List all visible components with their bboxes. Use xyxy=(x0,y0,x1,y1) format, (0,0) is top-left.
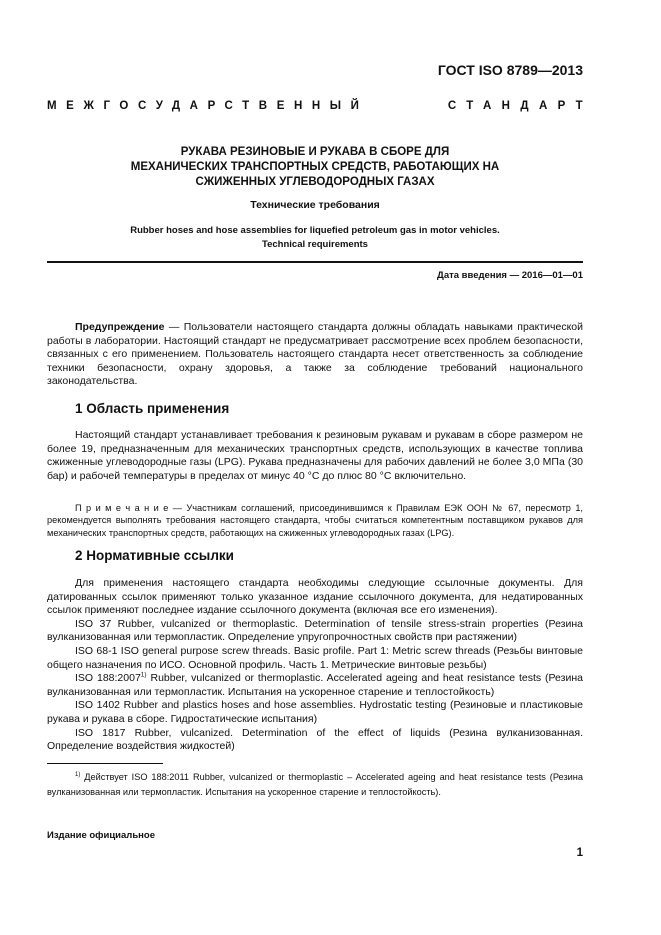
section-1-heading: 1 Область применения xyxy=(75,401,230,416)
reference-code: ISO 188:2007 xyxy=(75,672,141,685)
references-intro: Для применения настоящего стандарта необходимы следующие ссылочные документы. Для датированных ссылок применяют только указанное издание ссылочного документа, для недатированных ссылок применяют последнее издание ссылочного документа (включая все его изменения). xyxy=(47,577,583,617)
reference-item: ISO 1817 Rubber, vulcanized. Determination of the effect of liquids (Резина вулканизованная. Определение воздействия жидкостей) xyxy=(47,726,583,753)
title-line-2: МЕХАНИЧЕСКИХ ТРАНСПОРТНЫХ СРЕДСТВ, РАБОТАЮЩИХ НА xyxy=(130,161,500,173)
introduction-date: Дата введения — 2016—01—01 xyxy=(437,270,583,281)
standard-type-word-2: СТАНДАРТ xyxy=(447,100,593,112)
footnote-text: Действует ISO 188:2011 Rubber, vulcanized or thermoplastic – Accelerated ageing and heat resistance tests (Резина вулканизованная или термопластик. Испытания на ускоренное старение и теплостойкость). xyxy=(47,772,583,797)
page-number: 1 xyxy=(576,847,583,859)
normative-references xyxy=(47,577,583,754)
footnote-mark[interactable]: 1) xyxy=(140,671,147,679)
english-title xyxy=(47,224,583,252)
edition-label: Издание официальное xyxy=(47,830,155,841)
reference-item xyxy=(47,672,583,699)
title-divider xyxy=(47,261,583,263)
section-2-heading: 2 Нормативные ссылки xyxy=(75,548,234,563)
scope-paragraph: Настоящий стандарт устанавливает требования к резиновым рукавам и рукавам в сборе размером не более 19, предназначенным для механических транспортных средств, использующих в качестве топлива сжиженные углеводородные газы (LPG). Рукава предназначены для рабочих давлений не более 3,0 МПа (30 бар) и рабочей температуры в пределах от минус 40 °C до плюс 80 °C включительно. xyxy=(47,429,583,482)
reference-item: ISO 37 Rubber, vulcanized or thermoplastic. Determination of tensile stress-strain properties (Резина вулканизованная или термопластик. Определение упругопрочностных свойств при растяжении) xyxy=(47,617,583,644)
standard-type-heading xyxy=(47,100,593,112)
warning-text: — Пользователи настоящего стандарта должны обладать навыками практической работы в лаборатории. Настоящий стандарт не предусматривает рассмотрение всех проблем безопасности, связанных с его применением. Пользователь настоящего стандарта несет ответственность за соблюдение техники безопасности, охрану здоровья, а также за соблюдение требований национального законодательства. xyxy=(47,321,583,388)
english-title-line-2: Technical requirements xyxy=(262,239,368,250)
footnote-divider xyxy=(47,763,163,764)
document-subtitle: Технические требования xyxy=(250,199,380,211)
warning-paragraph xyxy=(47,321,583,389)
reference-text: Rubber, vulcanized or thermoplastic. Accelerated ageing and heat resistance tests (Резина вулканизованная или термопластик. Испытания на ускоренное старение и теплостойкость) xyxy=(47,672,583,698)
english-title-line-1: Rubber hoses and hose assemblies for liquefied petroleum gas in motor vehicles. xyxy=(130,225,500,236)
reference-item: ISO 68-1 ISO general purpose screw threads. Basic profile. Part 1: Metric screw threads (Резьбы винтовые общего назначения по ИСО. Основной профиль. Часть 1. Метрические винтовые резьбы) xyxy=(47,644,583,671)
reference-item: ISO 1402 Rubber and plastics hoses and hose assemblies. Hydrostatic testing (Резиновые и пластиковые рукава и рукава в сборе. Гидростатические испытания) xyxy=(47,699,583,725)
document-title xyxy=(47,145,583,190)
title-line-1: РУКАВА РЕЗИНОВЫЕ И РУКАВА В СБОРЕ ДЛЯ xyxy=(180,146,450,158)
note-text: — Участникам соглашений, присоединившимся к Правилам ЕЭК ООН № 67, пересмотр 1, рекомендуется выполнять требования настоящего стандарта, чтобы считаться компетентным поставщиком рукавов для механических транспортных средств, работающих на сжиженных углеводородных газах (LPG). xyxy=(47,503,583,538)
standard-type-word-1: МЕЖГОСУДАРСТВЕННЫЙ xyxy=(47,100,369,112)
title-line-3: СЖИЖЕННЫХ УГЛЕВОДОРОДНЫХ ГАЗАХ xyxy=(195,176,435,188)
note-label: П р и м е ч а н и е xyxy=(75,503,169,513)
section-1-text xyxy=(47,429,583,483)
footnote xyxy=(47,770,583,800)
warning-label: Предупреждение xyxy=(75,321,165,333)
scope-note xyxy=(47,502,583,539)
footnote-marker: 1) xyxy=(75,771,81,778)
document-designation: ГОСТ ISO 8789—2013 xyxy=(437,62,583,78)
